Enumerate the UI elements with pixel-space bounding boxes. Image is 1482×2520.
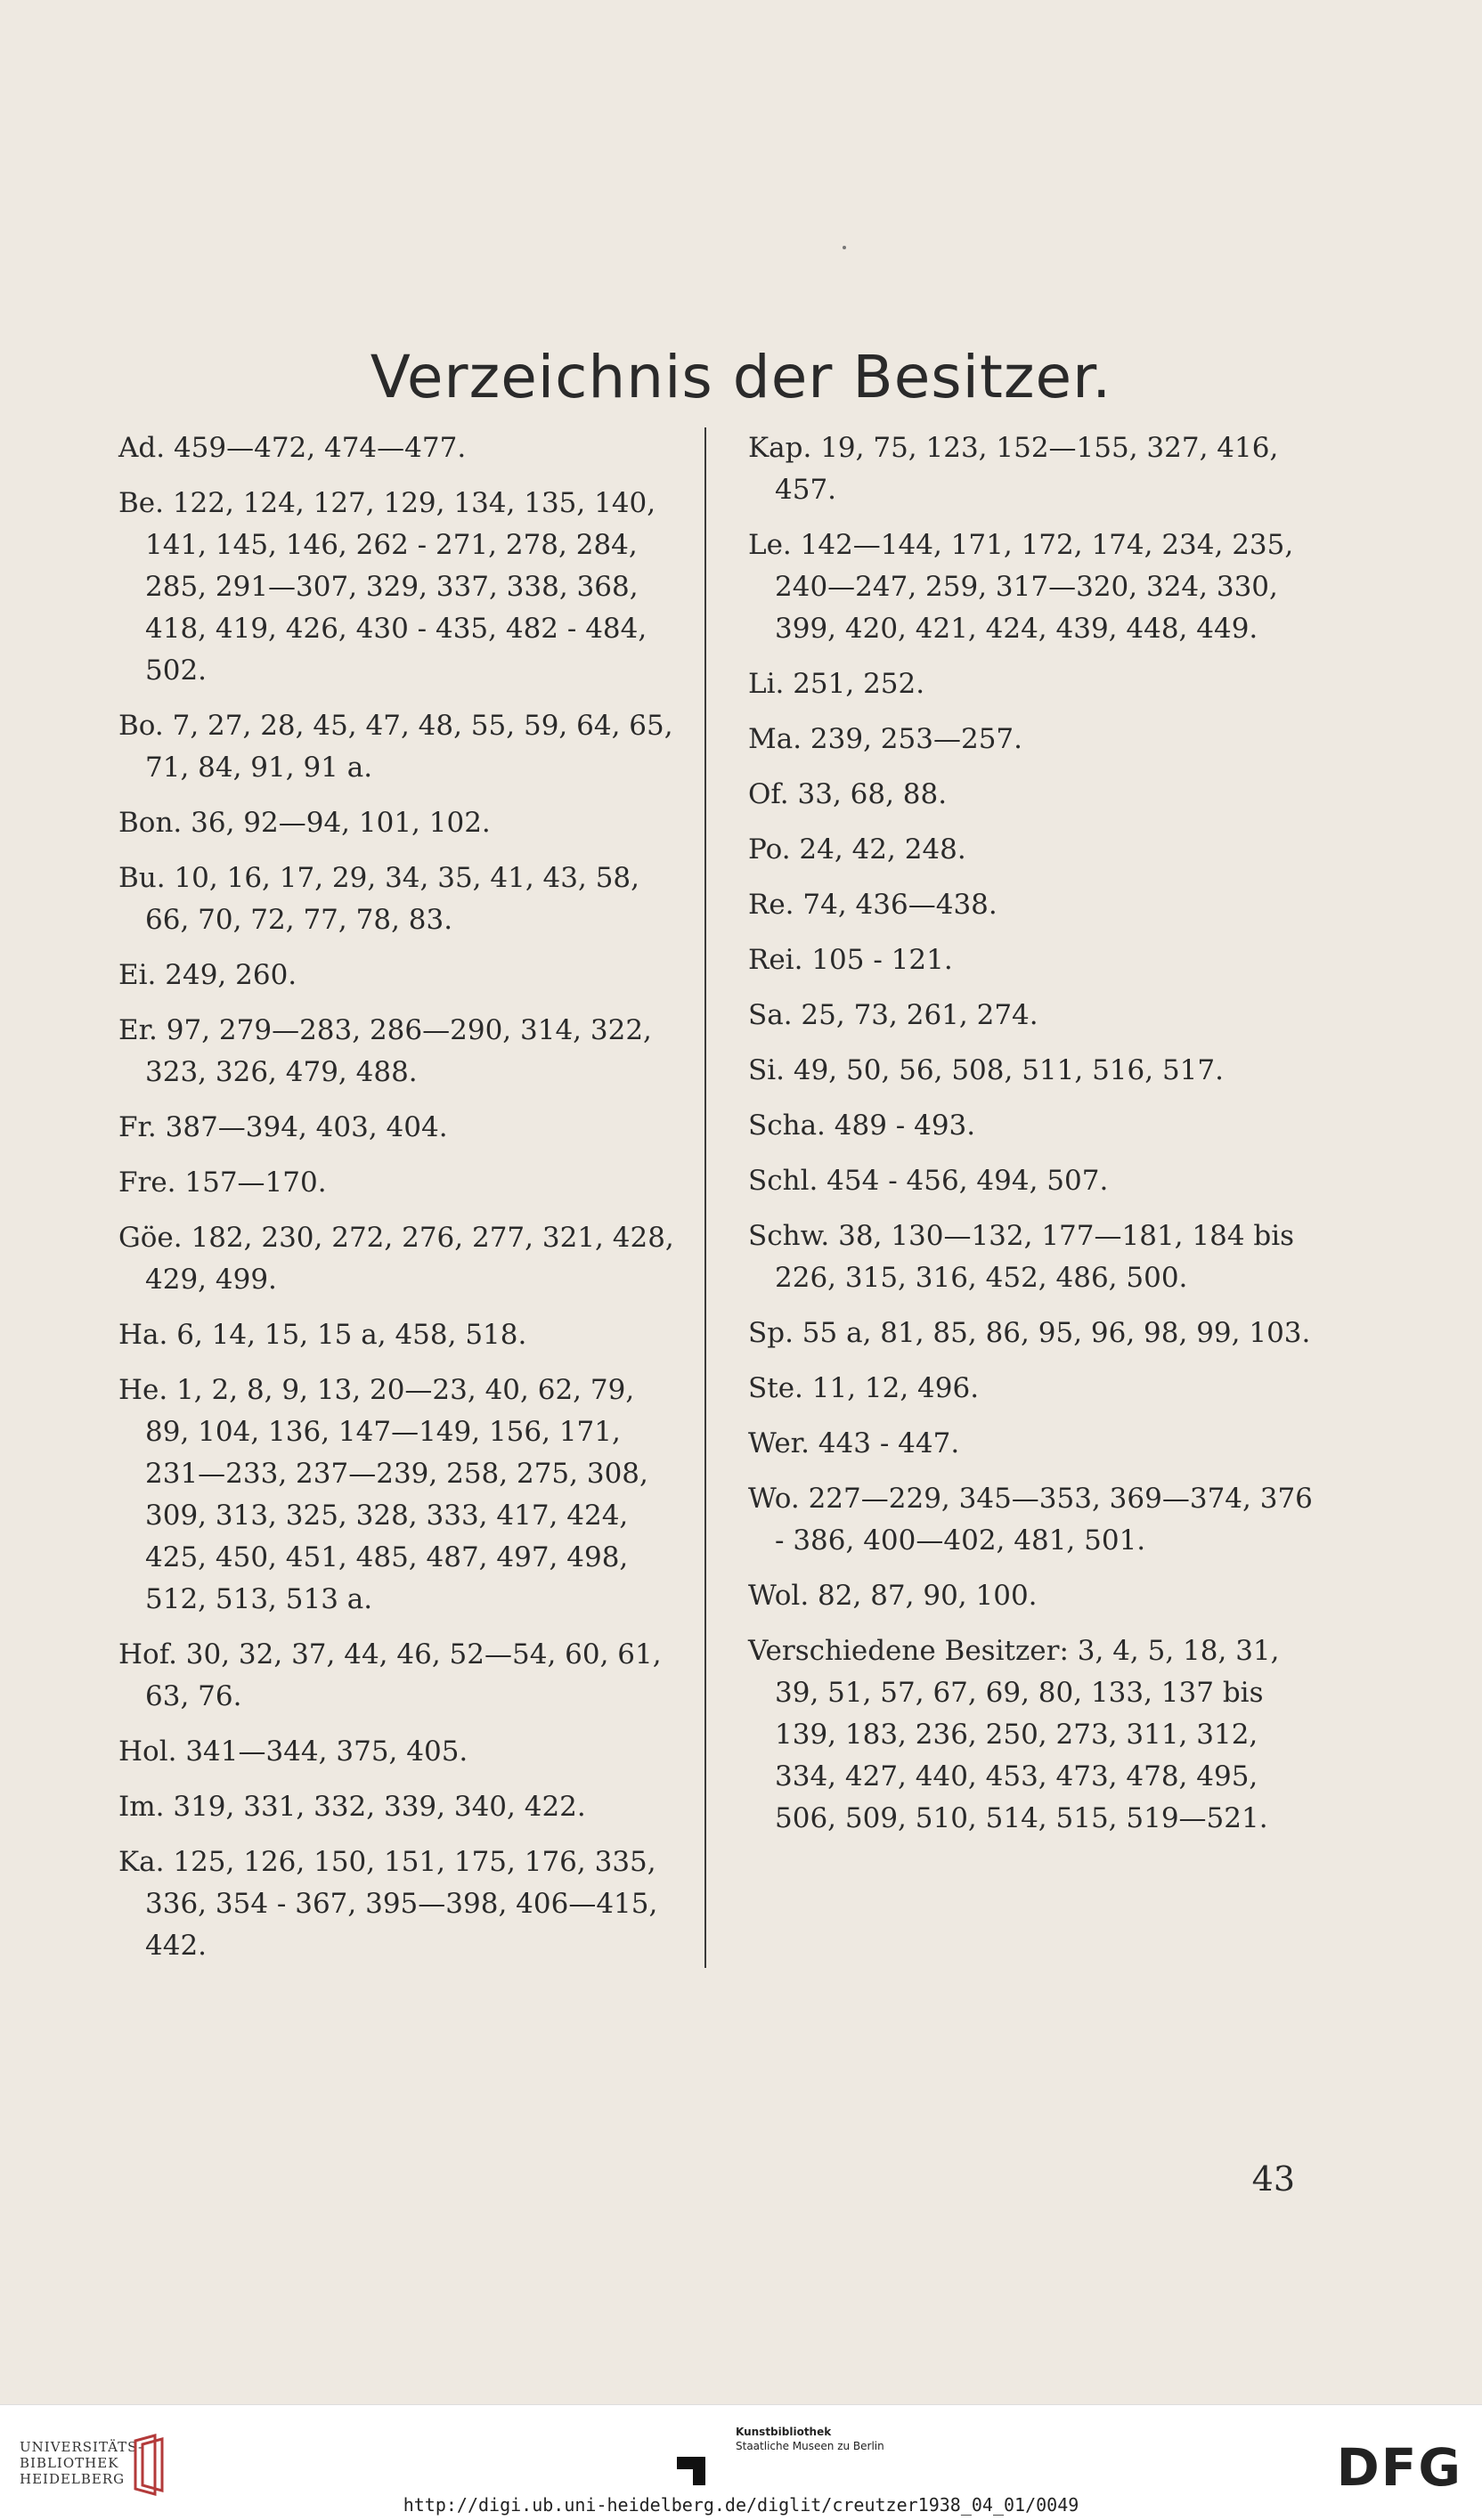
owner-entry: Ka. 125, 126, 150, 151, 175, 176, 335, 336, 354 - 367, 395—398, 406—415, 442. <box>118 1846 658 1962</box>
owner-entry: Re. 74, 436—438. <box>748 889 998 921</box>
uni-logo-line-2: BIBLIOTHEK <box>20 2455 119 2471</box>
heidelberg-emblem-icon <box>132 2432 167 2498</box>
page-title: Verzeichnis der Besitzer. <box>370 343 1112 411</box>
kunstbibliothek-logo-icon <box>677 2450 712 2485</box>
owner-entry: Wer. 443 - 447. <box>748 1427 960 1459</box>
owner-entry: Wo. 227—229, 345—353, 369—374, 376 - 386, 400—402, 481, 501. <box>748 1483 1313 1557</box>
viewer-footer <box>0 2404 1482 2520</box>
owner-entry: Ha. 6, 14, 15, 15 a, 458, 518. <box>118 1319 527 1351</box>
owner-entry: Wol. 82, 87, 90, 100. <box>748 1580 1038 1612</box>
owner-entry: Scha. 489 - 493. <box>748 1110 976 1142</box>
heidelberg-library-logo[interactable] <box>20 2439 143 2487</box>
uni-logo-line-3: HEIDELBERG <box>20 2471 126 2487</box>
owner-entry: Sp. 55 a, 81, 85, 86, 95, 96, 98, 99, 103. <box>748 1317 1311 1349</box>
owner-entry: Bon. 36, 92—94, 101, 102. <box>118 807 491 839</box>
owner-entry: Schl. 454 - 456, 494, 507. <box>748 1165 1109 1197</box>
owner-entry: Bo. 7, 27, 28, 45, 47, 48, 55, 59, 64, 65, 71, 84, 91, 91 a. <box>118 710 673 784</box>
owner-entry: Schw. 38, 130—132, 177—181, 184 bis 226, 315, 316, 452, 486, 500. <box>748 1220 1295 1294</box>
owner-entry: Be. 122, 124, 127, 129, 134, 135, 140, 141, 145, 146, 262 - 271, 278, 284, 285, 291—307, 329, 337, 338, 368, 418, 419, 426, 430 - 435, 482 - 484, 502. <box>118 487 656 687</box>
owner-entry: Sa. 25, 73, 261, 274. <box>748 999 1038 1031</box>
owner-entry: Fr. 387—394, 403, 404. <box>118 1111 448 1143</box>
owner-entry: Ei. 249, 260. <box>118 959 297 991</box>
owner-entry: Ad. 459—472, 474—477. <box>118 432 467 464</box>
owner-entry: Ma. 239, 253—257. <box>748 723 1023 755</box>
owner-entry: Le. 142—144, 171, 172, 174, 234, 235, 240—247, 259, 317—320, 324, 330, 399, 420, 421, 424, 439, 448, 449. <box>748 529 1294 645</box>
kunstbibliothek-logo[interactable] <box>736 2425 884 2453</box>
dfg-logo[interactable]: DFG <box>1336 2437 1462 2498</box>
kb-title: Kunstbibliothek <box>736 2426 832 2438</box>
owner-entry: Li. 251, 252. <box>748 668 925 700</box>
column-divider <box>704 427 706 1968</box>
owner-entry: Er. 97, 279—283, 286—290, 314, 322, 323, 326, 479, 488. <box>118 1014 652 1088</box>
owner-entry: He. 1, 2, 8, 9, 13, 20—23, 40, 62, 79, 89, 104, 136, 147—149, 156, 171, 231—233, 237—239, 258, 275, 308, 309, 313, 325, 328, 333, 417, 424, 425, 450, 451, 485, 487, 497, 498, 512, 513, 513 a. <box>118 1374 648 1615</box>
owner-entry: Po. 24, 42, 248. <box>748 833 966 866</box>
uni-logo-line-1: UNIVERSITÄTS- <box>20 2439 144 2455</box>
owner-entry: Si. 49, 50, 56, 508, 511, 516, 517. <box>748 1054 1224 1086</box>
owner-entry: Ste. 11, 12, 496. <box>748 1372 980 1404</box>
left-column <box>118 427 680 1980</box>
owner-entry: Of. 33, 68, 88. <box>748 778 948 810</box>
page-number: 43 <box>1251 2159 1295 2199</box>
kb-subtitle: Staatliche Museen zu Berlin <box>736 2440 884 2452</box>
owner-entry: Hof. 30, 32, 37, 44, 46, 52—54, 60, 61, 63, 76. <box>118 1638 662 1712</box>
page-speck <box>843 246 846 249</box>
owner-entry: Kap. 19, 75, 123, 152—155, 327, 416, 457. <box>748 432 1279 506</box>
owner-entry: Hol. 341—344, 375, 405. <box>118 1736 468 1768</box>
owner-entry: Fre. 157—170. <box>118 1167 327 1199</box>
right-column <box>748 427 1318 1853</box>
permalink-url[interactable]: http://digi.ub.uni-heidelberg.de/diglit/creutzer1938_04_01/0049 <box>403 2494 1079 2516</box>
owner-entry: Göe. 182, 230, 272, 276, 277, 321, 428, 429, 499. <box>118 1222 674 1296</box>
owner-entry: Im. 319, 331, 332, 339, 340, 422. <box>118 1791 586 1823</box>
owner-entry: Verschiedene Besitzer: 3, 4, 5, 18, 31, 39, 51, 57, 67, 69, 80, 133, 137 bis 139, 183, 236, 250, 273, 311, 312, 334, 427, 440, 453, 473, 478, 495, 506, 509, 510, 514, 515, 519—521. <box>748 1635 1280 1834</box>
owner-entry: Rei. 105 - 121. <box>748 944 953 976</box>
owner-entry: Bu. 10, 16, 17, 29, 34, 35, 41, 43, 58, 66, 70, 72, 77, 78, 83. <box>118 862 639 936</box>
